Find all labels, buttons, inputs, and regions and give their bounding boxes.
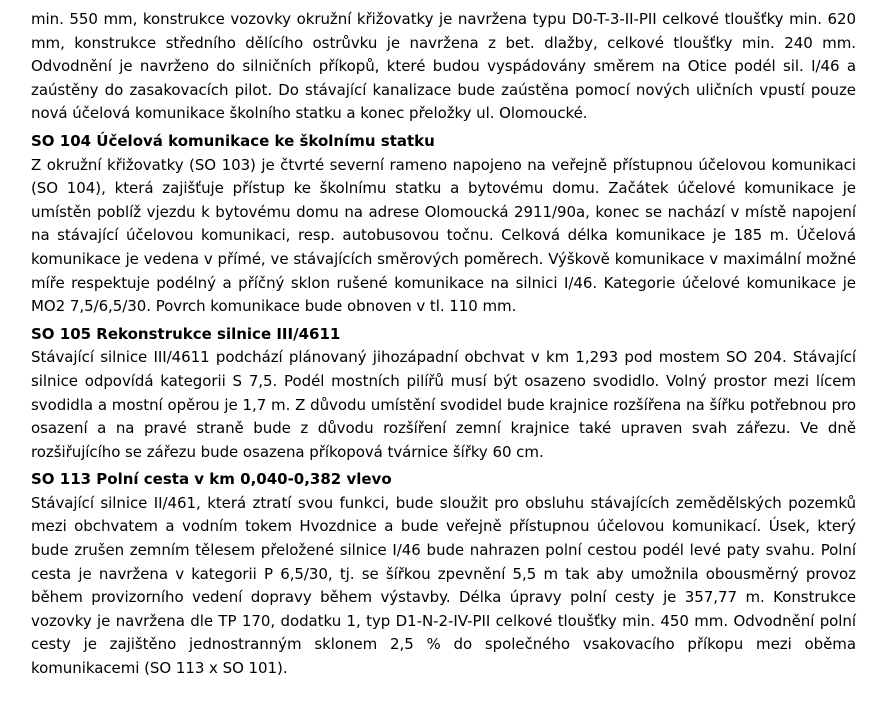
section-body-so113: Stávající silnice II/461, která ztratí svou funkci, bude sloužit pro obsluhu stávajících zemědělských pozemků mezi obchvatem a vodním tokem Hvozdnice a bude veřejně přístupnou účelovou komunikací. Úsek, který bude zrušen zemním tělesem přeložené silnice I/46 bude nahrazen polní cestou podél levé paty svahu. Polní cesta je navržena v kategorii P 6,5/30, tj. se šířkou zpevnění 5,5 m tak aby umožnila obousměrný provoz během provizorního vedení dopravy během výstavby. Délka úpravy polní cesty je 357,77 m. Konstrukce vozovky je navržena dle TP 170, dodatku 1, typ D1-N-2-IV-PII celkové tloušťky min. 450 mm. Odvodnění polní cesty je zajištěno jednostranným sklonem 2,5 % do společného vsakovacího příkopu mezi oběma komunikacemi (SO 113 x SO 101). [31,493,856,678]
intro-paragraph: min. 550 mm, konstrukce vozovky okružní křižovatky je navržena typu D0-T-3-II-PII celkové tloušťky min. 620 mm, konstrukce středního dělícího ostrůvku je navržena z bet. dlažby, celkové tloušťky min. 240 mm. Odvodnění je navrženo do silničních příkopů, které budou vyspádovány směrem na Otice podél sil. I/46 a zaústěny do zasakovacích pilot. Do stávající kanalizace bude zaústěna pomocí nových uličních vpustí pouze nová účelová komunikace školního statku a konec přeložky ul. Olomoucké. [31,10,856,123]
section-heading-so105: SO 105 Rekonstrukce silnice III/4611 [31,324,341,343]
section-heading-so104: SO 104 Účelová komunikace ke školnímu statku [31,131,435,150]
section-body-so105: Stávající silnice III/4611 podchází plánovaný jihozápadní obchvat v km 1,293 pod mostem SO 204. Stávající silnice odpovídá kategorii S 7,5. Podél mostních pilířů musí být osazeno svodidlo. Volný prostor mezi lícem svodidla a mostní opěrou je 1,7 m. Z důvodu umístění svodidel bude krajnice rozšířena na šířku potřebnou pro osazení a na pravé straně bude z důvodu rozšíření zemní krajnice také upraven svah zářezu. Ve dně rozšiřujícího se zářezu bude osazena příkopová tvárnice šířky 60 cm. [31,348,856,461]
section-heading-so113: SO 113 Polní cesta v km 0,040-0,382 vlevo [31,470,392,489]
section-body-so104: Z okružní křižovatky (SO 103) je čtvrté severní rameno napojeno na veřejně přístupnou účelovou komunikaci (SO 104), která zajišťuje přístup ke školnímu statku a bytovému domu. Začátek účelové komunikace je umístěn poblíž vjezdu k bytovému domu na adrese Olomoucká 2911/90a, konec se nachází v místě napojení na stávající účelovou komunikaci, resp. autobusovou točnu. Celková délka komunikace je 185 m. Účelová komunikace je vedena v přímé, ve stávajících směrových poměrech. Výškově komunikace v maximální možné míře respektuje podélný a příčný sklon rušené komunikace na silnici I/46. Kategorie účelové komunikace je MO2 7,5/6,5/30. Povrch komunikace bude obnoven v tl. 110 mm. [31,155,856,316]
